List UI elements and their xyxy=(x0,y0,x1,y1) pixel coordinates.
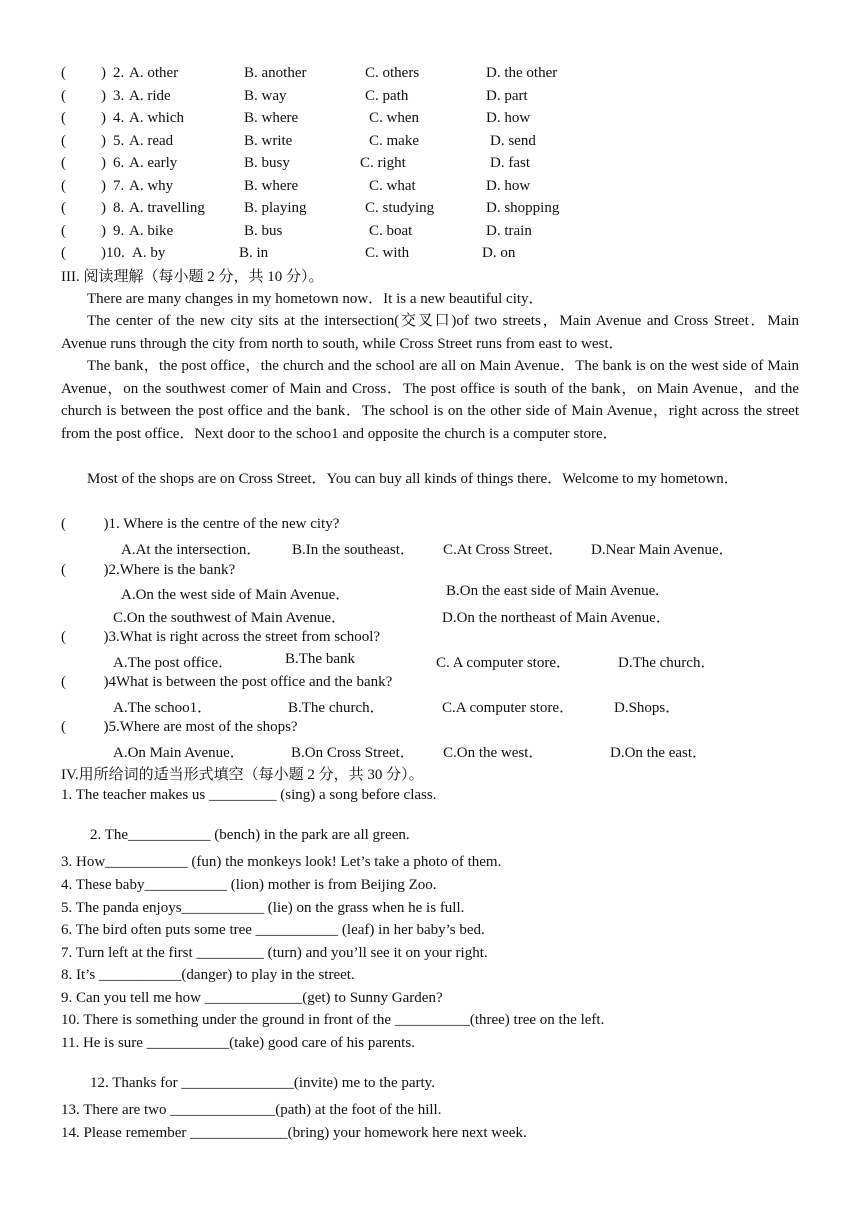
option-a: A.On Main Avenue． xyxy=(113,745,245,761)
answer-bracket-close: ) xyxy=(101,65,106,81)
option-c: C. when xyxy=(369,110,419,126)
option-c: C. boat xyxy=(369,223,413,239)
fill-in-item: 9. Can you tell me how _____________(get) to Sunny Garden? xyxy=(61,990,443,1006)
option-a: A. travelling xyxy=(129,200,205,216)
fill-in-item: 3. How___________ (fun) the monkeys look! Let’s take a photo of them. xyxy=(61,854,502,870)
fill-in-item: 8. It’s ___________(danger) to play in the street. xyxy=(61,967,355,983)
answer-bracket-close: ) xyxy=(101,133,106,149)
reading-paragraph xyxy=(61,468,799,491)
answer-bracket-open: ( xyxy=(61,223,66,239)
fill-in-item: 7. Turn left at the first _________ (turn) and you’ll see it on your right. xyxy=(61,945,488,961)
answer-bracket-close: ) xyxy=(101,155,106,171)
question-options xyxy=(61,606,781,626)
option-b: B.The church． xyxy=(288,700,385,716)
option-b: B. playing xyxy=(244,200,307,216)
reading-question: ( )2.Where is the bank? xyxy=(61,562,236,578)
option-a: A.The post office． xyxy=(113,655,234,671)
section-heading-fill-in: IV.用所给词的适当形式填空（每小题 2 分，共 30 分）。 xyxy=(61,767,424,783)
reading-paragraph xyxy=(61,310,799,355)
question-number: 6. xyxy=(113,155,125,171)
cloze-row xyxy=(61,223,781,243)
option-d: D. the other xyxy=(486,65,558,81)
fill-in-item: 12. Thanks for _______________(invite) me to the party. xyxy=(90,1075,435,1091)
fill-in-item: 2. The___________ (bench) in the park are all green. xyxy=(90,827,410,843)
option-a: A. which xyxy=(129,110,184,126)
question-number: 7. xyxy=(113,178,125,194)
fill-in-item: 5. The panda enjoys___________ (lie) on the grass when he is full. xyxy=(61,900,465,916)
option-d: D. how xyxy=(486,178,531,194)
option-b: B. another xyxy=(244,65,307,81)
option-a: A. early xyxy=(129,155,178,171)
fill-in-item: 1. The teacher makes us _________ (sing) a song before class. xyxy=(61,787,437,803)
cloze-row xyxy=(61,155,781,175)
question-number: 2. xyxy=(113,65,125,81)
paragraph-text: Most of the shops are on Cross Street．You can buy all kinds of things there．Welcome to my hometown． xyxy=(87,471,739,487)
answer-bracket-close: )10. xyxy=(101,245,125,261)
option-a: A. ride xyxy=(129,88,171,104)
cloze-row xyxy=(61,133,781,153)
reading-paragraph xyxy=(61,288,799,311)
option-d: D. on xyxy=(482,245,516,261)
answer-bracket-close: ) xyxy=(101,110,106,126)
option-c: C. others xyxy=(365,65,420,81)
answer-bracket-close: ) xyxy=(101,200,106,216)
reading-question: ( )3.What is right across the street from school? xyxy=(61,629,381,645)
answer-bracket-close: ) xyxy=(101,223,106,239)
cloze-row xyxy=(61,200,781,220)
answer-bracket-open: ( xyxy=(61,200,66,216)
answer-bracket-open: ( xyxy=(61,245,66,261)
answer-bracket-open: ( xyxy=(61,110,66,126)
reading-question: ( )4What is between the post office and the bank? xyxy=(61,674,393,690)
option-a: A. why xyxy=(129,178,174,194)
answer-bracket-open: ( xyxy=(61,65,66,81)
question-number: 3. xyxy=(113,88,125,104)
option-a: A.The schoo1． xyxy=(113,700,213,716)
option-d: D.On the northeast of Main Avenue． xyxy=(442,610,671,626)
cloze-row xyxy=(61,245,781,265)
section-heading-reading: III. 阅读理解（每小题 2 分，共 10 分）。 xyxy=(61,269,324,285)
cloze-row xyxy=(61,110,781,130)
question-options xyxy=(61,651,781,671)
option-c: C. with xyxy=(365,245,410,261)
fill-in-item: 13. There are two ______________(path) at the foot of the hill. xyxy=(61,1102,442,1118)
paragraph-text: There are many changes in my hometown now．It is a new beautiful city． xyxy=(87,291,544,307)
option-a: A.On the west side of Main Avenue． xyxy=(121,587,351,603)
question-options xyxy=(61,696,781,716)
option-c: C.A computer store． xyxy=(442,700,575,716)
option-d: D. how xyxy=(486,110,531,126)
option-b: B.The bank xyxy=(285,651,355,667)
option-b: B. where xyxy=(244,178,299,194)
option-b: B. way xyxy=(244,88,287,104)
option-c: C. path xyxy=(365,88,409,104)
paragraph-text: The bank，the post office，the church and the school are all on Main Avenue．The bank is on the west side of Main Avenue，on the southwest comer of Main and Cross．The post office is south of the bank，on Main Avenue，and the church is between the post office and the bank．The school is on the other side of Main Avenue，right across the street from the post office．Next door to the schoo1 and opposite the church is a computer store． xyxy=(61,358,799,442)
question-options xyxy=(61,583,781,603)
reading-question: ( )1. Where is the centre of the new city? xyxy=(61,516,340,532)
question-number: 9. xyxy=(113,223,125,239)
cloze-row xyxy=(61,88,781,108)
question-options xyxy=(61,538,781,558)
option-b: B.In the southeast． xyxy=(292,542,415,558)
option-d: D. fast xyxy=(490,155,530,171)
option-b: B. write xyxy=(244,133,293,149)
fill-in-item: 14. Please remember _____________(bring) your homework here next week. xyxy=(61,1125,527,1141)
option-d: D.Shops． xyxy=(614,700,681,716)
option-d: D. train xyxy=(486,223,532,239)
option-a: A. read xyxy=(129,133,174,149)
option-b: B. in xyxy=(239,245,269,261)
option-c: C.On the west． xyxy=(443,745,544,761)
cloze-row xyxy=(61,178,781,198)
option-a: A.At the intersection． xyxy=(121,542,262,558)
option-a: A. by xyxy=(132,245,166,261)
option-b: B. busy xyxy=(244,155,290,171)
answer-bracket-open: ( xyxy=(61,88,66,104)
option-b: B. where xyxy=(244,110,299,126)
option-a: A. bike xyxy=(129,223,174,239)
fill-in-item: 10. There is something under the ground in front of the __________(three) tree on the left. xyxy=(61,1012,605,1028)
option-b: B.On Cross Street． xyxy=(291,745,415,761)
option-d: D. part xyxy=(486,88,528,104)
option-c: C. what xyxy=(369,178,416,194)
option-b: B. bus xyxy=(244,223,283,239)
cloze-row xyxy=(61,65,781,85)
answer-bracket-close: ) xyxy=(101,88,106,104)
reading-question: ( )5.Where are most of the shops? xyxy=(61,719,298,735)
fill-in-item: 6. The bird often puts some tree ___________ (leaf) in her baby’s bed. xyxy=(61,922,485,938)
option-a: A. other xyxy=(129,65,179,81)
option-b: B.On the east side of Main Avenue. xyxy=(446,583,660,599)
option-c: C.On the southwest of Main Avenue． xyxy=(113,610,347,626)
option-d: D.On the east． xyxy=(610,745,708,761)
question-number: 8. xyxy=(113,200,125,216)
option-c: C. right xyxy=(360,155,406,171)
answer-bracket-open: ( xyxy=(61,155,66,171)
answer-bracket-open: ( xyxy=(61,133,66,149)
option-d: D.Near Main Avenue． xyxy=(591,542,734,558)
fill-in-item: 4. These baby___________ (lion) mother is from Beijing Zoo. xyxy=(61,877,437,893)
option-c: C. A computer store． xyxy=(436,655,571,671)
reading-paragraph xyxy=(61,355,799,445)
answer-bracket-close: ) xyxy=(101,178,106,194)
answer-bracket-open: ( xyxy=(61,178,66,194)
option-d: D. send xyxy=(490,133,536,149)
option-c: C.At Cross Street． xyxy=(443,542,564,558)
fill-in-item: 11. He is sure ___________(take) good care of his parents. xyxy=(61,1035,415,1051)
option-d: D. shopping xyxy=(486,200,560,216)
option-c: C. studying xyxy=(365,200,435,216)
option-c: C. make xyxy=(369,133,419,149)
paragraph-text: The center of the new city sits at the intersection(交叉口)of two streets，Main Avenue and Cross Street．Main Avenue runs through the city from north to south, while Cross Street runs from east to west． xyxy=(61,313,799,352)
question-options xyxy=(61,741,781,761)
question-number: 5. xyxy=(113,133,125,149)
option-d: D.The church． xyxy=(618,655,716,671)
question-number: 4. xyxy=(113,110,125,126)
